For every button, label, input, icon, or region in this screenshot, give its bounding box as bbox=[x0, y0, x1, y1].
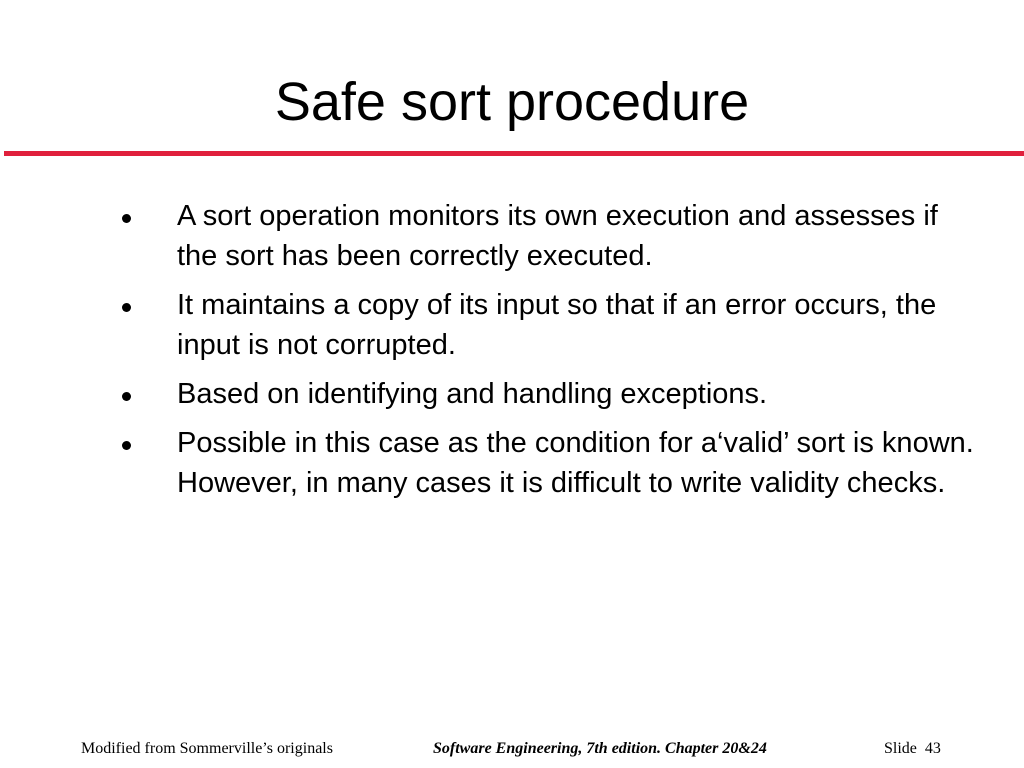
footer-attribution: Modified from Sommerville’s originals bbox=[81, 740, 333, 757]
bullet-dot-icon bbox=[122, 214, 131, 223]
bullet-text: Based on identifying and handling exceptions. bbox=[177, 378, 768, 410]
bullet-text: A sort operation monitors its own execution and assesses if the sort has been correctly executed. bbox=[177, 200, 938, 272]
bullet-list bbox=[118, 196, 978, 512]
slide-footer bbox=[0, 738, 1024, 760]
bullet-dot-icon bbox=[122, 392, 131, 401]
title-underline-rule bbox=[4, 151, 1024, 156]
slide-title: Safe sort procedure bbox=[274, 72, 750, 132]
bullet-text: It maintains a copy of its input so that if an error occurs, the input is not corrupted. bbox=[177, 289, 937, 361]
bullet-item bbox=[118, 374, 978, 414]
bullet-item bbox=[118, 285, 978, 365]
slide-label: Slide bbox=[884, 740, 917, 757]
bullet-dot-icon bbox=[122, 303, 131, 312]
slide-number: 43 bbox=[924, 740, 941, 757]
footer-slide-indicator bbox=[884, 738, 941, 760]
bullet-text: Possible in this case as the condition for a‘valid’ sort is known. However, in many cases it is difficult to write validity checks. bbox=[177, 427, 974, 499]
bullet-dot-icon bbox=[122, 441, 131, 450]
footer-book-title: Software Engineering, 7th edition. Chapter 20&24 bbox=[433, 740, 767, 757]
bullet-item bbox=[118, 196, 978, 276]
bullet-item bbox=[118, 423, 978, 503]
